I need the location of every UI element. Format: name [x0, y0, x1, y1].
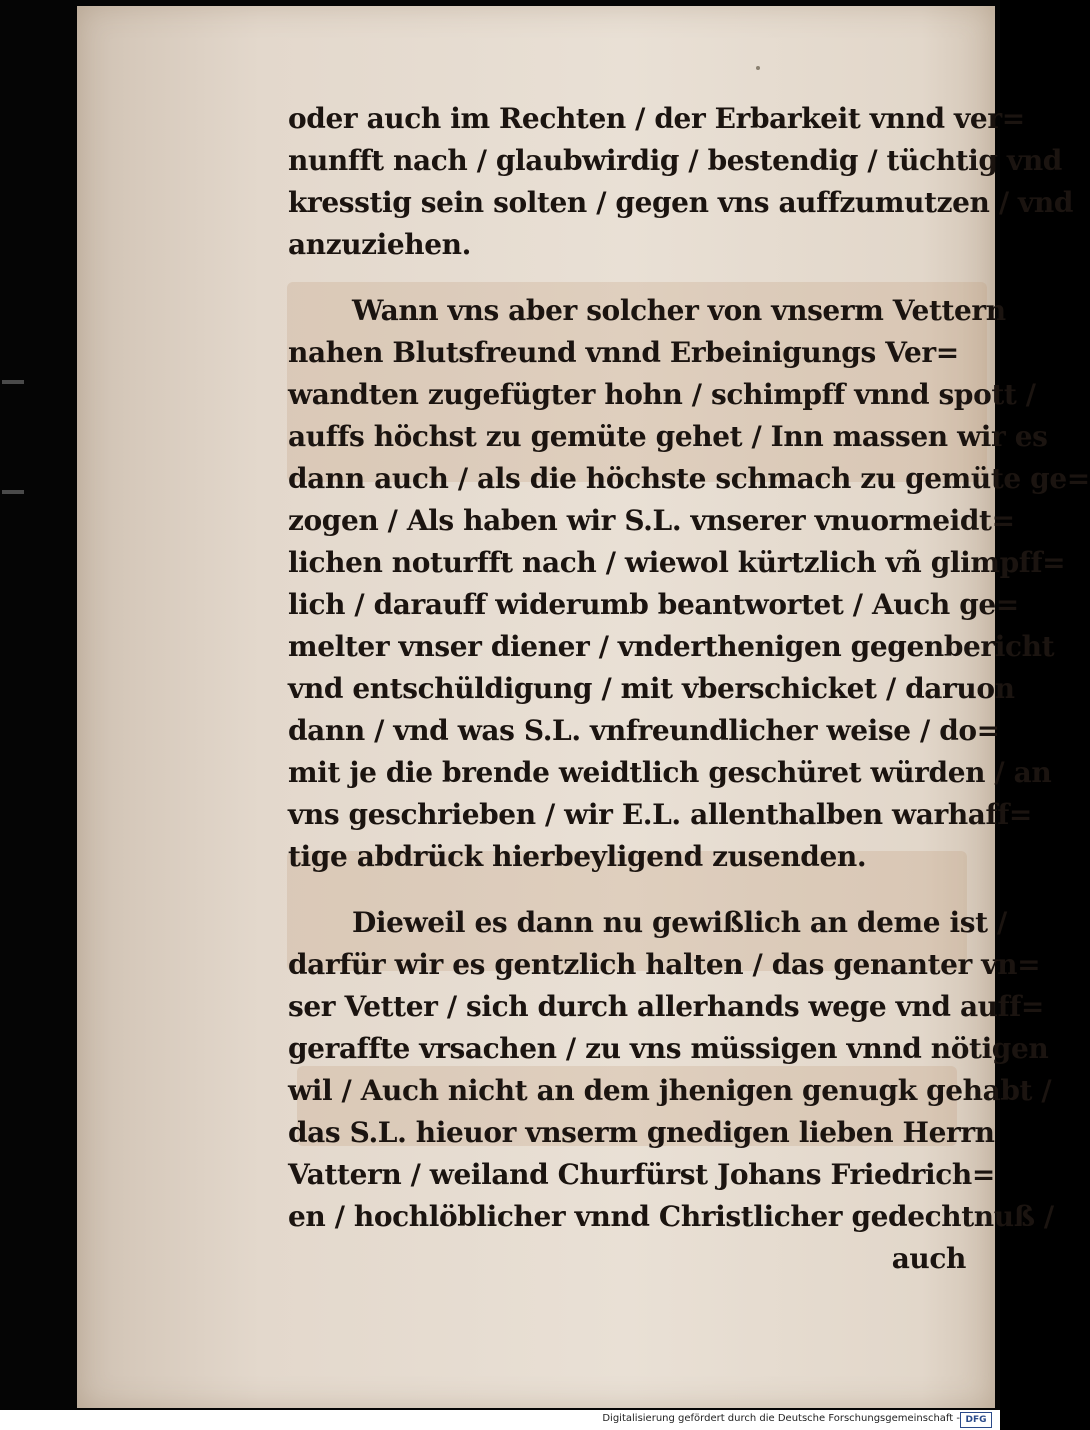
text-line: tige abdrück hierbeyligend zusenden.: [288, 840, 867, 873]
dfg-logo[interactable]: DFG: [960, 1412, 992, 1428]
text-line: vnd entschüldigung / mit vberschicket / daruon: [288, 672, 1015, 705]
text-line: vns geschrieben / wir E.L. allenthalben warhaff=: [288, 798, 1032, 831]
text-line: wandten zugefügter hohn / schimpff vnnd spott /: [288, 378, 1036, 411]
text-line: kresstig sein solten / gegen vns auffzumutzen / vnd: [288, 186, 1074, 219]
text-line: darfür wir es gentzlich halten / das genanter vn=: [288, 948, 1041, 981]
text-line: Vattern / weiland Churfürst Johans Friedrich=: [288, 1158, 995, 1191]
text-line: nunfft nach / glaubwirdig / bestendig / tüchtig vnd: [288, 144, 1062, 177]
text-line: dann / vnd was S.L. vnfreundlicher weise / do=: [288, 714, 1000, 747]
catchword: auch: [891, 1242, 966, 1275]
paragraph-gap: [288, 266, 978, 290]
text-line: zogen / Als haben wir S.L. vnserer vnuormeidt=: [288, 504, 1015, 537]
text-line: anzuziehen.: [288, 228, 471, 261]
paragraph-gap: [288, 878, 978, 902]
text-line: wil / Auch nicht an dem jhenigen genugk gehabt /: [288, 1074, 1052, 1107]
text-line: Wann vns aber solcher von vnserm Vettern: [352, 294, 1006, 327]
text-line: Dieweil es dann nu gewißlich an deme ist /: [352, 906, 1007, 939]
scan-edge-mark: [2, 490, 24, 494]
text-line: lich / darauff widerumb beantwortet / Auch ge=: [288, 588, 1019, 621]
funding-notice: Digitalisierung gefördert durch die Deutsche Forschungsgemeinschaft -: [602, 1413, 960, 1424]
text-line: ser Vetter / sich durch allerhands wege vnd auff=: [288, 990, 1044, 1023]
text-line: en / hochlöblicher vnnd Christlicher gedechtnuß /: [288, 1200, 1054, 1233]
text-line: geraffte vrsachen / zu vns müssigen vnnd nötigen: [288, 1032, 1049, 1065]
text-line: melter vnser diener / vnderthenigen gegenbericht: [288, 630, 1055, 663]
text-line: lichen noturfft nach / wiewol kürtzlich vñ glimpff=: [288, 546, 1066, 579]
text-line: oder auch im Rechten / der Erbarkeit vnnd ver=: [288, 102, 1025, 135]
ink-speck: [756, 66, 760, 70]
text-line: dann auch / als die höchste schmach zu gemüte ge=: [288, 462, 1090, 495]
scan-edge-mark: [2, 380, 24, 384]
text-line: mit je die brende weidtlich geschüret würden / an: [288, 756, 1052, 789]
text-line: auffs höchst zu gemüte gehet / Inn massen wir es: [288, 420, 1048, 453]
page-text: [288, 98, 1090, 1280]
text-line: nahen Blutsfreund vnnd Erbeinigungs Ver=: [288, 336, 959, 369]
text-line: das S.L. hieuor vnserm gnedigen lieben Herrn: [288, 1116, 995, 1149]
